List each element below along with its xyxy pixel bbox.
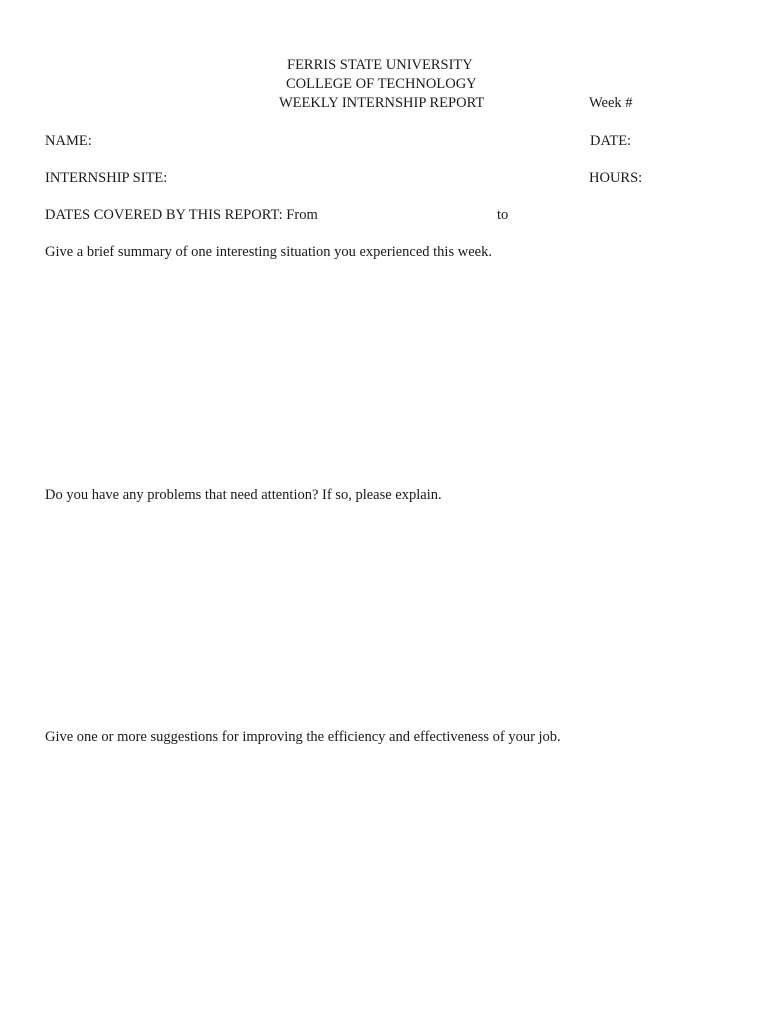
college-name: COLLEGE OF TECHNOLOGY bbox=[286, 76, 477, 92]
problems-question: Do you have any problems that need attention? If so, please explain. bbox=[45, 487, 442, 503]
hours-label: HOURS: bbox=[589, 170, 643, 186]
week-number-label: Week # bbox=[589, 95, 633, 111]
dates-covered-label: DATES COVERED BY THIS REPORT: From bbox=[45, 207, 318, 223]
internship-site-label: INTERNSHIP SITE: bbox=[45, 170, 168, 186]
suggestions-question: Give one or more suggestions for improving the efficiency and effectiveness of your job. bbox=[45, 729, 561, 745]
summary-question: Give a brief summary of one interesting situation you experienced this week. bbox=[45, 244, 492, 260]
university-name: FERRIS STATE UNIVERSITY bbox=[287, 57, 473, 73]
dates-to-label: to bbox=[497, 207, 509, 223]
date-label: DATE: bbox=[590, 133, 632, 149]
report-title: WEEKLY INTERNSHIP REPORT bbox=[279, 95, 485, 111]
name-label: NAME: bbox=[45, 133, 92, 149]
